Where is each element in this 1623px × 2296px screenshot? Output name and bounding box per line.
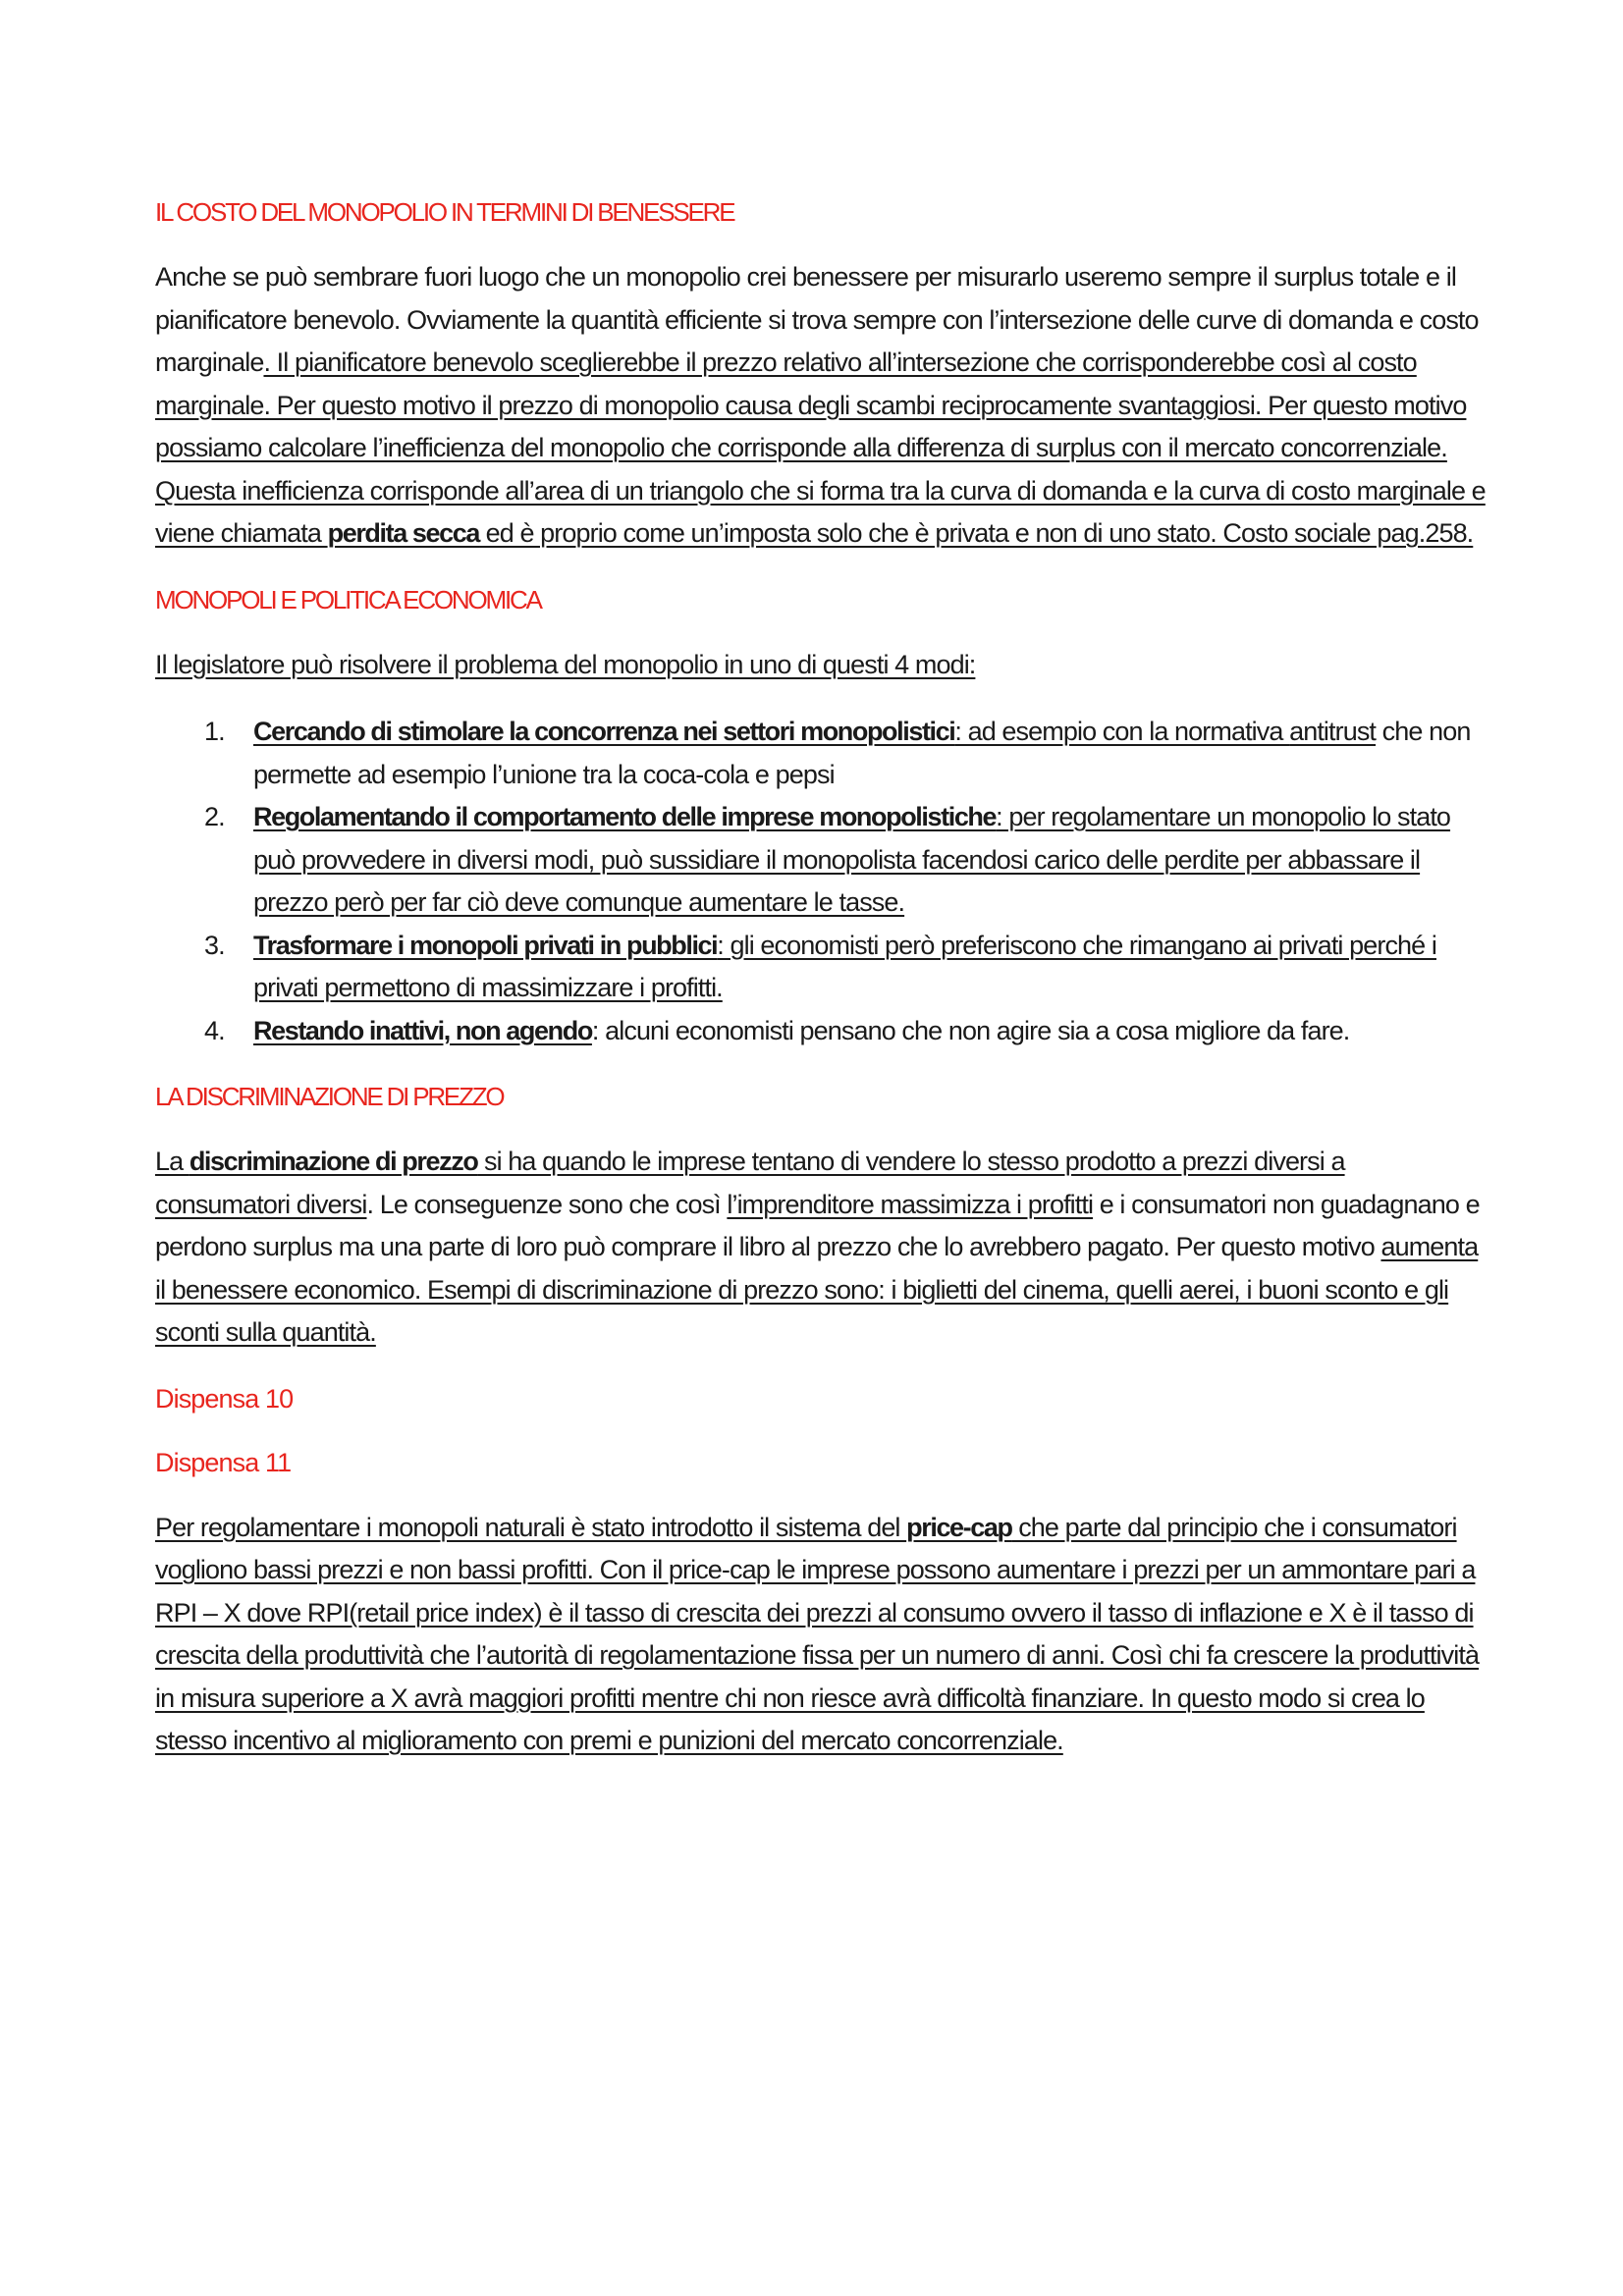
text-segment: . Il pianificatore benevolo sceglierebbe il prezzo relativo all’intersezione che corrisponderebbe così al costo marginale. Per questo motivo il prezzo di monopolio causa degli scambi reciprocamente svantaggiosi. Per questo motivo possiamo calcolare l’inefficienza del monopolio che corrisponde alla differenza di surplus con il mercato concorrenziale. Questa inefficienza corrisponde all’area di un triangolo che si forma tra la curva di domanda e la curva di costo marginale e viene chiamata [155,347,1486,548]
text-segment: e i consumatori non guadagnano e perdono surplus ma una parte di loro può comprare il libro al prezzo che lo avrebbero pagato. Per questo motivo [155,1189,1480,1261]
list-number: 2. [204,802,225,831]
paragraph-discriminazione [155,1141,1486,1355]
paragraph-costo-monopolio [155,256,1486,556]
text-segment: : ad esempio con la normativa [954,717,1290,746]
list-item [155,925,1486,1010]
heading-monopoli-politica: MONOPOLI E POLITICA ECONOMICA [155,584,541,614]
paragraph-intro-modi [155,644,1486,687]
paragraph-price-cap [155,1507,1486,1763]
underlined-text [155,347,1486,548]
underlined-text: antitrust [1289,717,1377,746]
underlined-text [253,931,1436,1003]
text-segment: si ha quando le imprese tentano di vendere lo stesso prodotto a prezzi diversi a consumatori diversi [155,1147,1345,1219]
text-segment: Per regolamentare i monopoli naturali è stato introdotto il sistema del [155,1512,907,1542]
bold-term: discriminazione di prezzo [189,1147,478,1176]
text-segment: La [155,1147,189,1176]
text-segment: : per regolamentare un monopolio lo stato può provvedere in diversi modi, può sussidiare il monopolista facendosi carico delle perdite per abbassare il prezzo però per far ciò deve comunque aumentare le tasse. [253,802,1451,917]
underlined-text [155,1513,1479,1756]
bold-term: Cercando di stimolare la concorrenza nei settori monopolistici [253,717,955,746]
text-segment: : alcuni economisti pensano che non agire sia a cosa migliore da fare. [591,1015,1350,1045]
list-number: 4. [204,1015,225,1045]
numbered-list [155,711,1486,1052]
text-segment: : gli economisti però preferiscono che rimangano ai privati perché i privati permettono di massimizzare i profitti. [253,930,1436,1002]
text-segment: . Le conseguenze sono che così [366,1189,728,1219]
underlined-text: aumenta il benessere economico. Esempi di discriminazione di prezzo sono: i biglietti del cinema, quelli aerei, i buoni sconto e gli sconti sulla quantità. [155,1232,1479,1347]
bold-term: Trasformare i monopoli privati in pubblici [253,930,718,960]
text-segment: Anche se può sembrare fuori luogo che un monopolio crei benessere per misurarlo useremo sempre il surplus totale e il pianificatore benevolo. Ovviamente la quantità efficiente si trova sempre con l’intersezione delle curve di domanda e costo marginale [155,262,1479,377]
underlined-text: l’imprenditore massimizza i profitti [727,1189,1094,1219]
bold-term-price-cap: price-cap [906,1512,1012,1542]
underlined-text [253,717,1289,746]
list-item [155,1010,1486,1053]
list-number: 1. [204,717,225,746]
list-item [155,711,1486,796]
bold-term: Restando inattivi, non agendo [253,1015,592,1045]
underlined-text: Il legislatore può risolvere il problema del monopolio in uno di questi 4 modi: [155,649,976,679]
label-dispensa-10: Dispensa 10 [155,1383,294,1414]
heading-discriminazione: LA DISCRIMINAZIONE DI PREZZO [155,1082,504,1111]
text-segment: che parte dal principio che i consumatori vogliono bassi prezzi e non bassi profitti. Con il price-cap le imprese possono aumentare i prezzi per un ammontare pari a RPI – X dove RPI(retail price index) è il tasso di crescita dei prezzi al consumo ovvero il tasso di inflazione e X è il tasso di crescita della produttività che l’autorità di regolamentazione fissa per un numero di anni. Così chi fa crescere la produttività in misura superiore a X avrà maggiori profitti mentre chi non riesce avrà difficoltà finanziare. In questo modo si crea lo stesso incentivo al miglioramento con premi e punizioni del mercato concorrenziale. [155,1512,1480,1755]
text-segment: che non permette ad esempio l’unione tra la coca-cola e pepsi [253,717,1471,789]
bold-term: Regolamentando il comportamento delle imprese monopolistiche [253,802,997,831]
list-item [155,796,1486,925]
text-segment: ed è proprio come un’imposta solo che è privata e non di uno stato. Costo sociale pag.258. [479,518,1474,548]
list-number: 3. [204,930,225,960]
heading-costo-monopolio: IL COSTO DEL MONOPOLIO IN TERMINI DI BENESSERE [155,197,734,227]
underlined-text [253,802,1450,917]
underlined-text [253,1016,592,1045]
label-dispensa-11: Dispensa 11 [155,1447,292,1477]
document-body [155,192,1486,1788]
bold-term-perdita-secca: perdita secca [327,518,480,548]
